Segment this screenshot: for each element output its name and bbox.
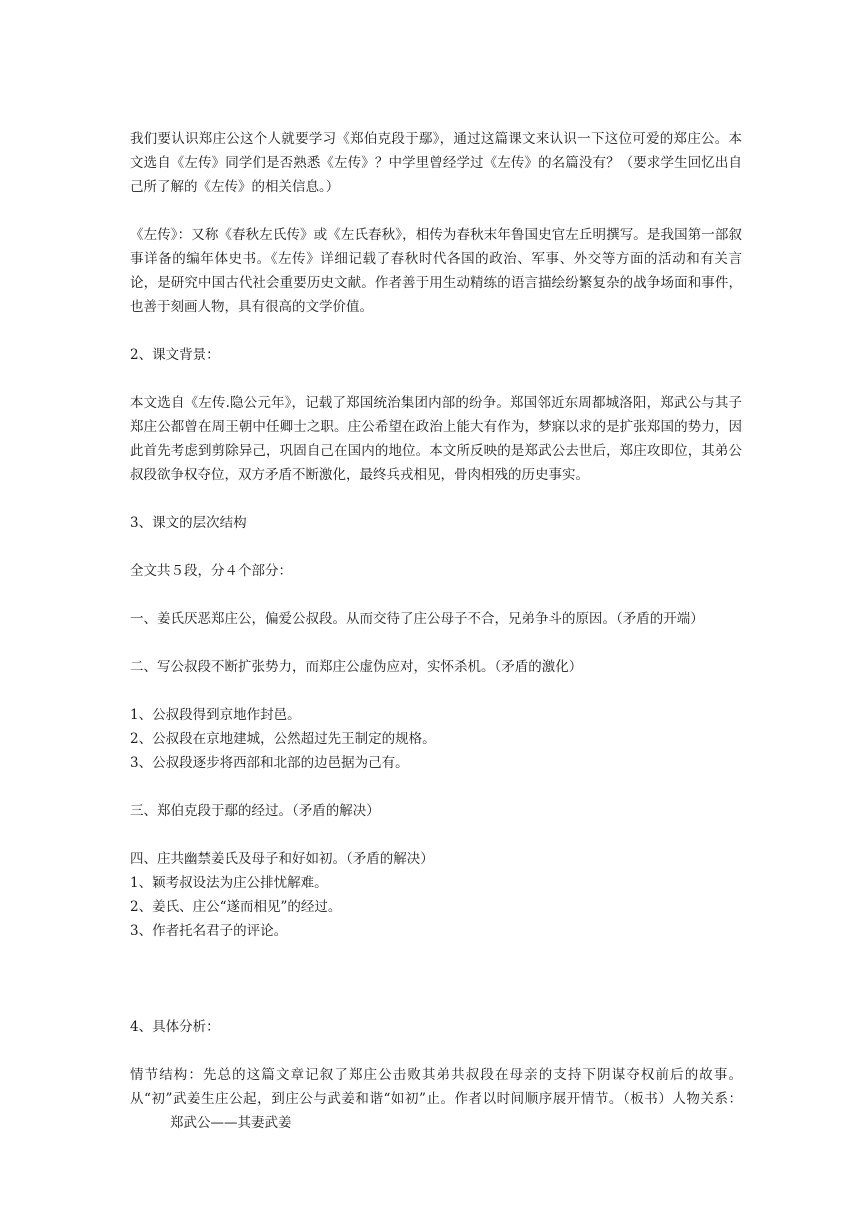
plot-paragraph [130,1063,742,1135]
section-2-heading: 2、课文背景： [130,347,220,363]
background-paragraph: 本文选自《左传.隐公元年》，记载了郑国统治集团内部的纷争。郑国邻近东周都城洛阳，郑武公与其子郑庄公都曾在周王朝中任卿士之职。庄公希望在政治上能大有作为，梦寐以求的是扩张郑国的势力，因此首先考虑到剪除异己，巩固自己在国内的地位。本文所反映的是郑武公去世后，郑庄攻即位，其弟公叔段欲争权夺位，双方矛盾不断激化，最终兵戎相见，骨肉相残的历史事实。 [130,395,742,483]
part-4-item: 2、姜氏、庄公“遂而相见”的经过。 [130,899,342,915]
plot-text: 情节结构：先总的这篇文章记叙了郑庄公击败其弟共叔段在母亲的支持下阴谋夺权前后的故事。从“初”武姜生庄公起，到庄公与武姜和谐“如初”止。作者以时间顺序展开情节。（板书）人物关系： [130,1067,742,1107]
intro-paragraph: 我们要认识郑庄公这个人就要学习《郑伯克段于鄢》，通过这篇课文来认识一下这位可爱的郑庄公。本文选自《左传》同学们是否熟悉《左传》？中学里曾经学过《左传》的名篇没有？（要求学生回忆出自己所了解的《左传》的相关信息。） [130,131,742,195]
part-2-item: 2、公叔段在京地建城，公然超过先王制定的规格。 [130,731,436,747]
zuozhuan-paragraph: 《左传》：又称《春秋左氏传》或《左氏春秋》，相传为春秋末年鲁国史官左丘明撰写。是我国第一部叙事详备的编年体史书。《左传》详细记载了春秋时代各国的政治、军事、外交等方面的活动和有关言论，是研究中国古代社会重要历史文献。作者善于用生动精练的语言描绘纷繁复杂的战争场面和事件，也善于刻画人物，具有很高的文学价值。 [130,227,742,315]
part-1: 一、姜氏厌恶郑庄公，偏爱公叔段。从而交待了庄公母子不合，兄弟争斗的原因。（矛盾的开端） [130,611,704,627]
part-3: 三、郑伯克段于鄢的经过。（矛盾的解决） [130,803,380,819]
relation-text: 郑武公——其妻武姜 [170,1115,292,1131]
part-4-item: 1、颖考叔设法为庄公排忧解难。 [130,875,328,891]
section-4-heading: 4、具体分析： [130,1019,220,1035]
part-2: 二、写公叔段不断扩张势力，而郑庄公虚伪应对，实怀杀机。（矛盾的激化） [130,659,583,675]
part-2-item: 3、公叔段逐步将西部和北部的边邑据为己有。 [130,755,409,771]
structure-summary: 全文共５段，分４个部分： [130,563,292,579]
part-4-item: 3、作者托名君子的评论。 [130,923,288,939]
part-2-item: 1、公叔段得到京地作封邑。 [130,707,301,723]
section-3-heading: 3、课文的层次结构 [130,515,247,531]
part-4: 四、庄共幽禁姜氏及母子和好如初。（矛盾的解决） [130,851,434,867]
document-body [130,127,742,1135]
